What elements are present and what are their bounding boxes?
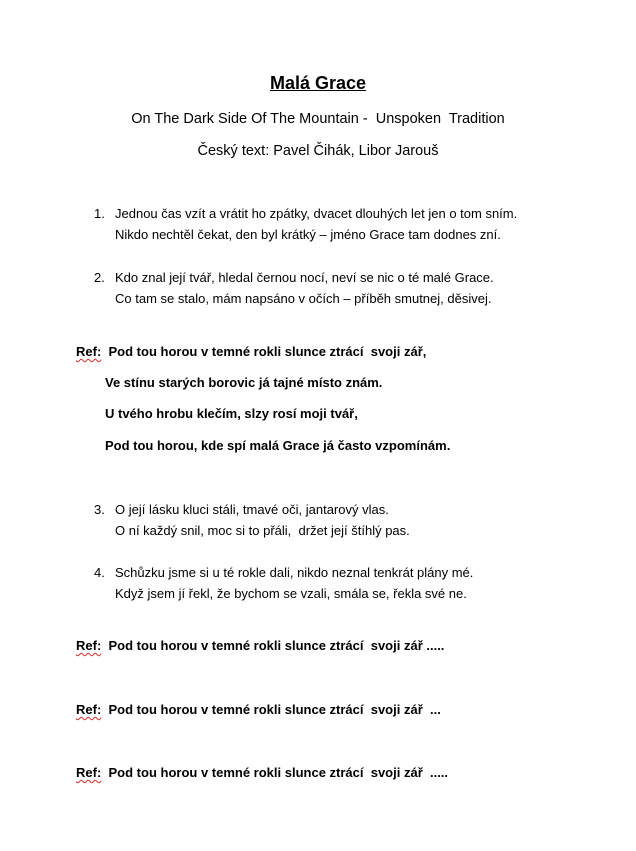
refrain-text: Pod tou horou v temné rokli slunce ztrácí svoji zář, <box>108 344 427 359</box>
song-subtitle: On The Dark Side Of The Mountain - Unspoken Tradition <box>131 111 505 127</box>
refrain-line-4: Pod tou horou, kde spí malá Grace já často vzpomínám. <box>105 438 451 453</box>
refrain-label: Ref: <box>76 638 102 653</box>
refrain-repeat-text: Pod tou horou v temné rokli slunce ztrácí svoji zář ... <box>108 702 441 717</box>
refrain-line-3: U tvého hrobu klečím, slzy rosí moji tvář, <box>105 406 358 421</box>
verse-line: O ní každý snil, moc si to přáli, držet její štíhlý pas. <box>115 523 410 538</box>
verse-line: Kdo znal její tvář, hledal černou nocí, neví se nic o té malé Grace. <box>115 270 494 285</box>
verse-line: Jednou čas vzít a vrátit ho zpátky, dvacet dlouhých let jen o tom sním. <box>115 206 518 221</box>
verse-line: Schůzku jsme si u té rokle dali, nikdo neznal tenkrát plány mé. <box>115 565 474 580</box>
verse-3 <box>94 502 410 544</box>
verse-line: Nikdo nechtěl čekat, den byl krátký – jméno Grace tam dodnes zní. <box>115 227 501 242</box>
verse-line: O její lásku kluci stáli, tmavé oči, jantarový vlas. <box>115 502 389 517</box>
refrain-repeat-2 <box>76 702 441 717</box>
verse-number: 2. <box>94 270 105 285</box>
verse-1 <box>94 206 517 248</box>
refrain-label: Ref: <box>76 344 102 359</box>
refrain-repeat-text: Pod tou horou v temné rokli slunce ztrácí svoji zář ..... <box>108 638 445 653</box>
verse-number: 3. <box>94 502 105 517</box>
song-credits: Český text: Pavel Čihák, Libor Jarouš <box>197 143 439 159</box>
refrain-line-1 <box>76 344 426 359</box>
verse-line: Když jsem jí řekl, že bychom se vzali, smála se, řekla své ne. <box>115 586 467 601</box>
verse-number: 1. <box>94 206 105 221</box>
verse-number: 4. <box>94 565 105 580</box>
song-title: Malá Grace <box>269 73 367 93</box>
refrain-label: Ref: <box>76 765 102 780</box>
refrain-label: Ref: <box>76 702 102 717</box>
verse-2 <box>94 270 494 312</box>
refrain-repeat-3 <box>76 765 448 780</box>
refrain-repeat-text: Pod tou horou v temné rokli slunce ztrácí svoji zář ..... <box>108 765 449 780</box>
refrain-repeat-1 <box>76 638 444 653</box>
refrain-line-2: Ve stínu starých borovic já tajné místo znám. <box>105 375 383 390</box>
verse-line: Co tam se stalo, mám napsáno v očích – příběh smutnej, děsivej. <box>115 291 492 306</box>
verse-4 <box>94 565 473 607</box>
